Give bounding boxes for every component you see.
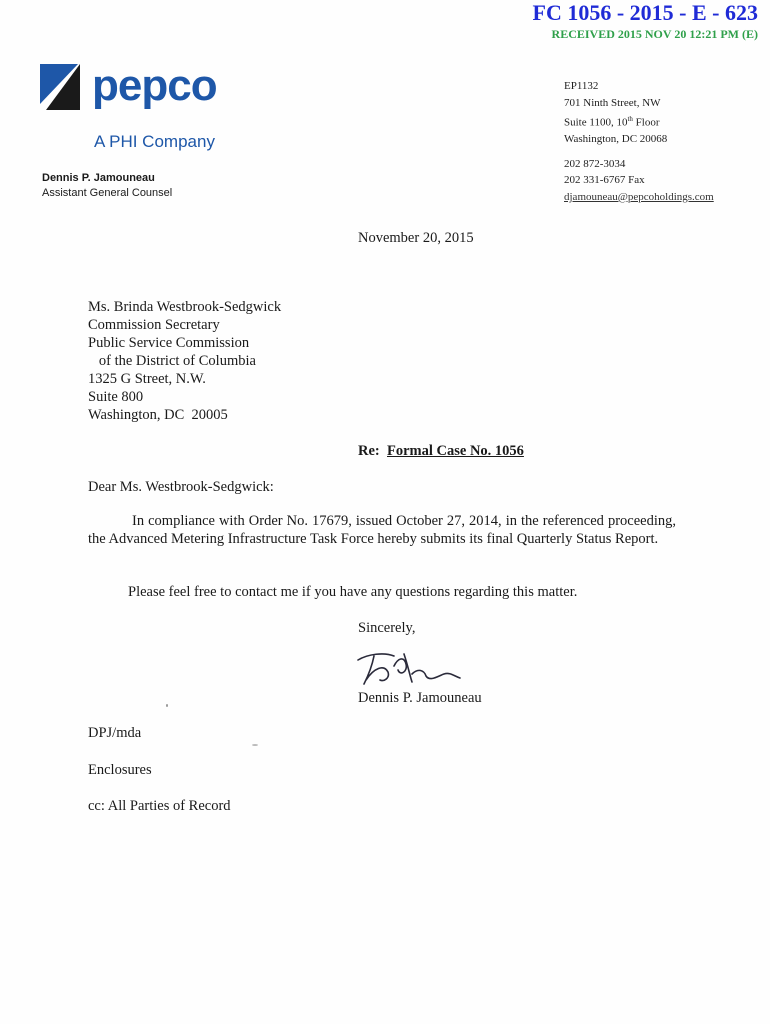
recipient-line: 1325 G Street, N.W. [88, 371, 206, 387]
recipient-line: Public Service Commission [88, 335, 250, 351]
re-case: Formal Case No. 1056 [387, 443, 524, 459]
address-line: 701 Ninth Street, NW [564, 96, 661, 109]
re-label: Re: [358, 443, 380, 459]
address-line: Washington, DC 20068 [564, 133, 668, 146]
body-paragraph-1: In compliance with Order No. 17679, issued October 27, 2014, in the referenced proceeding, the Advanced Metering Infrastructure Task Force hereby submits its final Quarterly Status Report. [88, 513, 676, 547]
sender-name: Dennis P. Jamouneau [42, 172, 155, 184]
letter-date: November 20, 2015 [358, 230, 474, 246]
received-stamp: RECEIVED 2015 NOV 20 12:21 PM (E) [551, 27, 758, 41]
handwritten-signature [354, 646, 464, 692]
sender-title: Assistant General Counsel [42, 187, 173, 199]
scan-speck [252, 744, 258, 746]
recipient-line: Suite 800 [88, 389, 144, 405]
recipient-line: Washington, DC 20005 [88, 407, 228, 423]
body-paragraph-2: Please feel free to contact me if you have any questions regarding this matter. [128, 584, 578, 600]
cc-note: cc: All Parties of Record [88, 798, 231, 814]
pepco-logo-mark-icon [40, 58, 84, 110]
address-line: EP1132 [564, 80, 599, 92]
recipient-line: Commission Secretary [88, 317, 220, 333]
scan-speck [166, 704, 168, 707]
recipient-line: Ms. Brinda Westbrook-Sedgwick [88, 299, 282, 315]
fax-number: 202 331-6767 Fax [564, 174, 645, 187]
recipient-line: of the District of Columbia [88, 353, 256, 369]
signed-name: Dennis P. Jamouneau [358, 690, 482, 706]
logo-wordmark: pepco [92, 61, 217, 110]
recipient-address [88, 298, 281, 424]
email-link[interactable]: djamouneau@pepcoholdings.com [564, 190, 714, 203]
salutation: Dear Ms. Westbrook-Sedgwick: [88, 479, 274, 495]
sender-address-block [564, 78, 714, 205]
enclosures-note: Enclosures [88, 762, 152, 778]
re-line [358, 442, 524, 460]
pepco-logo [40, 58, 240, 118]
typist-initials: DPJ/mda [88, 725, 142, 741]
phone-number: 202 872-3034 [564, 157, 626, 170]
docket-stamp: FC 1056 - 2015 - E - 623 [532, 0, 758, 25]
address-line: Suite 1100, 10th Floor [564, 115, 660, 129]
closing: Sincerely, [358, 620, 416, 636]
logo-subtitle: A PHI Company [94, 132, 215, 151]
